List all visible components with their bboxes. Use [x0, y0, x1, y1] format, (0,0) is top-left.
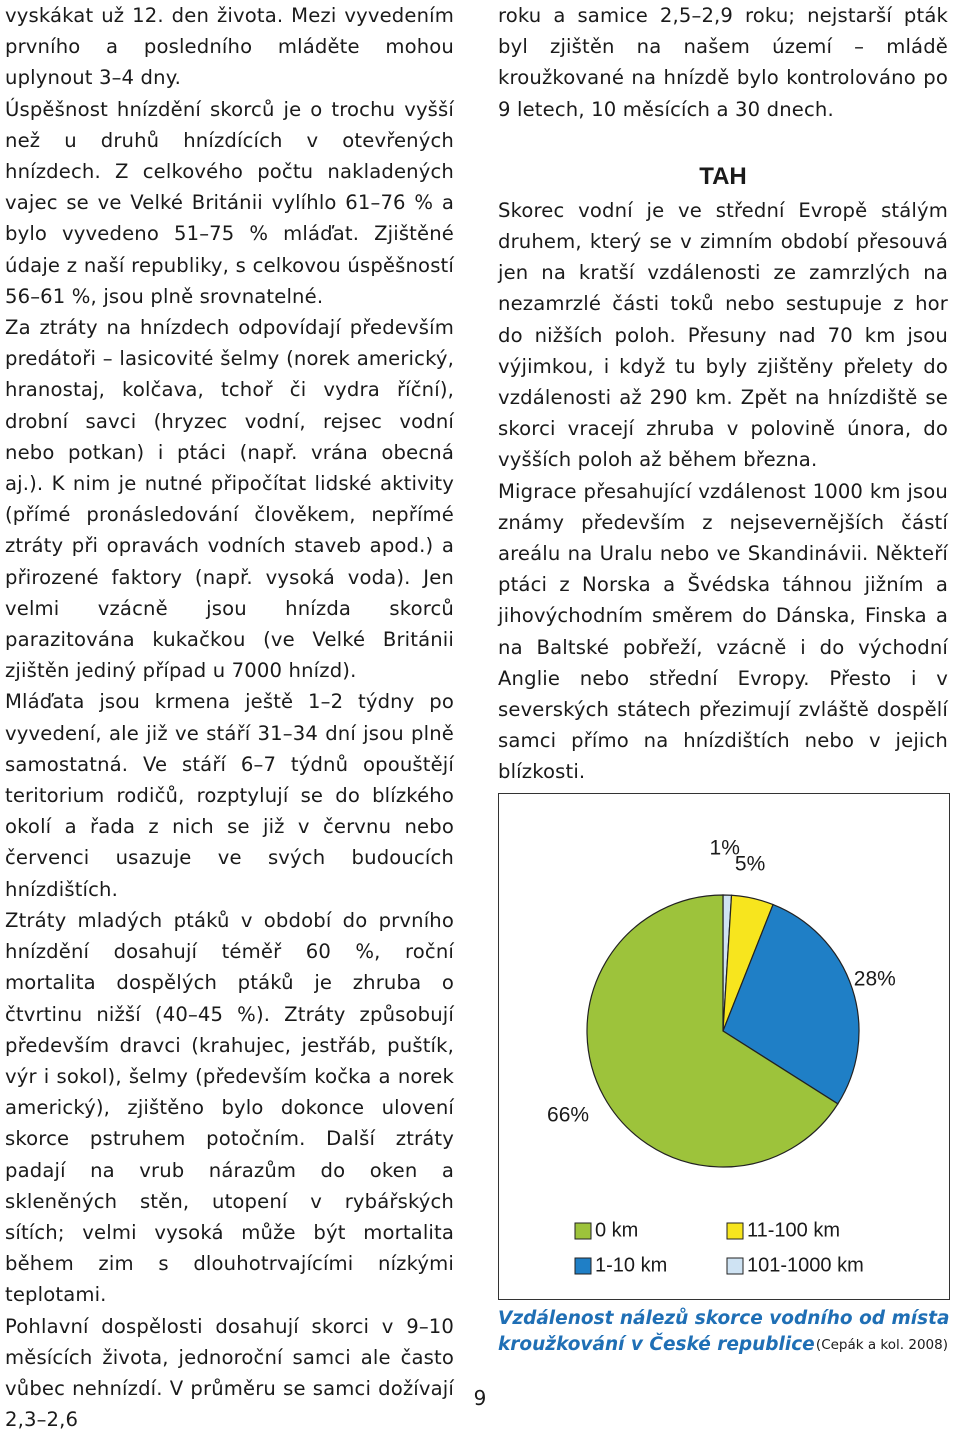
left-column — [5, 0, 454, 1435]
left-paragraph: Úspěšnost hnízdění skorců je o trochu vyšší než u druhů hnízdících v otevřených hnízdech. Z celkového počtu nakladených vajec se ve Velké Británii vylíhlo 61–76 % a bylo vyvedeno 51–75 % mláďat. Zjištěné údaje z naší republiky, s celkovou úspěšností 56–61 %, jsou plně srovnatelné. — [5, 97, 454, 308]
right-paragraph: Migrace přesahující vzdálenost 1000 km jsou známy především z nejsevernějších částí areálu na Uralu nebo ve Skandinávii. Někteří ptáci z Norska a Švédska táhnou jižním a jihovýchodním směrem do Dánska, Finska a na Baltské pobřeží, vzácně i do východní Anglie nebo střední Evropy. Přesto i v severských státech přezimují zvláště dospělí samci přímo na hnízdištích nebo v jejich blízkosti. — [498, 479, 948, 784]
pie-label-1-10-km: 28% — [853, 967, 896, 991]
section-heading-tah: TAH — [699, 162, 747, 190]
caption-source: (Cepák a kol. 2008) — [815, 1337, 948, 1353]
right-paragraphs — [498, 195, 948, 788]
chart-caption — [498, 1306, 950, 1358]
legend-swatch-1-10-km — [575, 1258, 591, 1274]
legend-label-0-km: 0 km — [595, 1219, 639, 1242]
left-paragraph: Pohlavní dospělosti dosahují skorci v 9–10 měsících života, jednoroční samci ale často vůbec nehnízdí. V průměru se samci dožívají 2,3–2,6 — [5, 1314, 454, 1432]
legend-label-11-100-km: 11-100 km — [747, 1219, 841, 1242]
pie-chart — [498, 793, 950, 1300]
caption-line-2: kroužkování v České republice — [498, 1334, 815, 1355]
legend-swatch-11-100-km — [727, 1223, 743, 1239]
legend-label-1-10-km: 1-10 km — [595, 1254, 668, 1277]
right-column — [498, 0, 948, 788]
pie-label-0-km: 66% — [547, 1103, 590, 1127]
legend-swatch-0-km — [575, 1223, 591, 1239]
left-paragraph: Za ztráty na hnízdech odpovídají především predátoři – lasicovité šelmy (norek americký, hranostaj, kolčava, tchoř či vydra říční), drobní savci (hryzec vodní, rejsec vodní nebo potkan) i ptáci (např. vrána obecná aj.). K nim je nutné připočítat lidské aktivity (přímé pronásledování člověkem, nepřímé ztráty při opravách vodních staveb apod.) a přirozené faktory (např. vysoká voda). Jen velmi vzácně jsou hnízda skorců parazitována kukačkou (ve Velké Británii zjištěn jediný případ u 7000 hnízd). — [5, 316, 454, 683]
legend-label-101-1000-km: 101-1000 km — [747, 1254, 864, 1277]
pie-chart-svg — [499, 794, 951, 1301]
left-paragraph: Ztráty mladých ptáků v období do prvního hnízdění dosahují téměř 60 %, roční mortalita dospělých ptáků je zhruba o čtvrtinu nižší (40–45 %). Ztráty způsobují především dravci (krahujec, jestřáb, puštík, výr i sokol), šelmy (především kočka a norek americký), zjištěno bylo dokonce ulovení skorce pstruhem potočním. Další ztráty padají na vrub nárazům do oken a skleněných stěn, utopení v rybářských sítích; velmi vysoká může být mortalita během zim s dlouhotrvajícími nízkými teplotami. — [5, 908, 454, 1307]
pie-label-11-100-km: 5% — [734, 852, 766, 876]
legend-swatch-101-1000-km — [727, 1258, 743, 1274]
intro-paragraph: roku a samice 2,5–2,9 roku; nejstarší pták byl zjištěn na našem území – mládě kroužkované na hnízdě bylo kontrolováno po 9 letech, 10 měsících a 30 dnech. — [498, 4, 948, 121]
pie-label-101-1000-km: 1% — [709, 836, 740, 860]
left-paragraph: vyskákat už 12. den života. Mezi vyvedením prvního a posledního mláděte mohou uplynout 3–4 dny. — [5, 4, 454, 90]
page-number: 9 — [473, 1386, 487, 1410]
right-paragraph: Skorec vodní je ve střední Evropě stálým druhem, který se v zimním období přesouvá jen na kratší vzdálenosti ze zamrzlých na nezamrzlé části toků nebo sestupuje z hor do nižších poloh. Přesuny nad 70 km jsou výjimkou, i když tu byly zjištěny přelety do vzdálenosti až 290 km. Zpět na hnízdiště se skorci vracejí zhruba v polovině února, do vyšších poloh až během března. — [498, 198, 948, 472]
left-paragraph: Mláďata jsou krmena ještě 1–2 týdny po vyvedení, ale již ve stáří 31–34 dní jsou plně samostatná. Ve stáří 6–7 týdnů opouštějí teritorium rodičů, rozptylují se do blízkého okolí a řada z nich se již v červnu nebo červenci usazuje ve svých budoucích hnízdištích. — [5, 690, 454, 901]
caption-line-1: Vzdálenost nálezů skorce vodního od místa — [498, 1308, 950, 1329]
